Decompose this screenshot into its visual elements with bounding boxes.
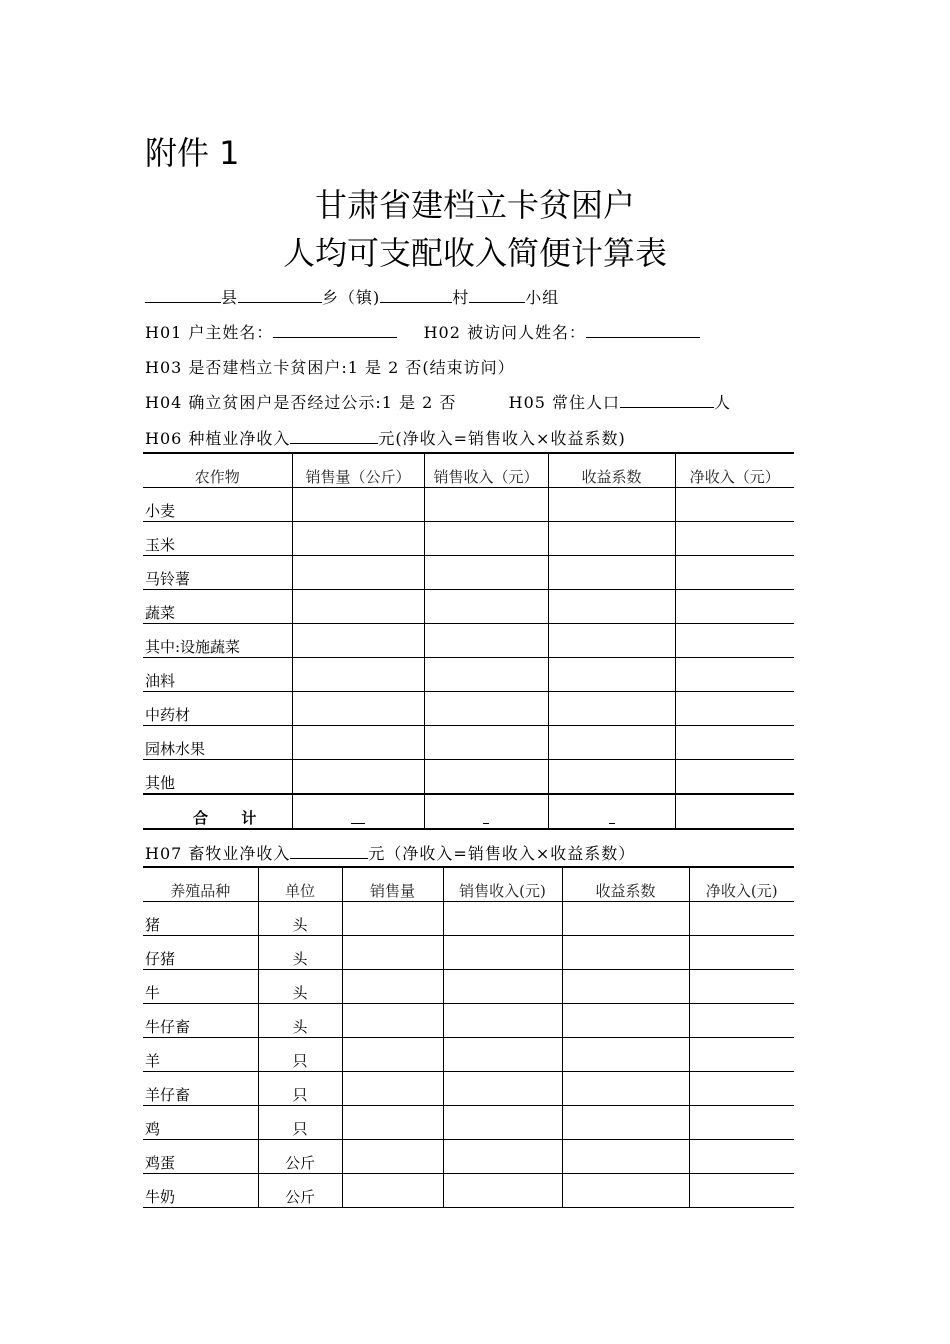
crop-name: 园林水果 <box>143 726 292 760</box>
livestock-row <box>143 1004 794 1038</box>
livestock-row <box>143 1038 794 1072</box>
crop-coefficient-cell[interactable] <box>548 522 675 556</box>
crop-coefficient-cell[interactable] <box>548 658 675 692</box>
crop-row <box>143 488 794 522</box>
crop-name: 马铃薯 <box>143 556 292 590</box>
h05-field[interactable] <box>620 393 714 408</box>
livestock-name: 鸡蛋 <box>143 1140 258 1174</box>
crop-net-cell[interactable] <box>675 624 794 658</box>
crop-coefficient-cell[interactable] <box>548 760 675 795</box>
livestock-quantity-cell[interactable] <box>342 1038 443 1072</box>
crop-header-revenue: 销售收入（元） <box>424 453 548 488</box>
livestock-coefficient-cell[interactable] <box>562 1072 689 1106</box>
crop-header-net: 净收入（元） <box>675 453 794 488</box>
livestock-row <box>143 902 794 936</box>
livestock-quantity-cell[interactable] <box>342 936 443 970</box>
livestock-net-cell[interactable] <box>689 1072 794 1106</box>
h02-label: H02 被访问人姓名： <box>423 323 586 342</box>
crop-total-row <box>143 794 794 829</box>
livestock-row <box>143 970 794 1004</box>
livestock-net-cell[interactable] <box>689 1106 794 1140</box>
livestock-coefficient-cell[interactable] <box>562 1038 689 1072</box>
attachment-label: 附件 1 <box>145 134 240 172</box>
livestock-name: 鸡 <box>143 1106 258 1140</box>
livestock-header-revenue: 销售收入(元) <box>443 867 562 902</box>
livestock-quantity-cell[interactable] <box>342 1174 443 1208</box>
livestock-unit: 头 <box>258 936 342 970</box>
crop-revenue-cell[interactable] <box>424 488 548 522</box>
livestock-revenue-cell[interactable] <box>443 1106 562 1140</box>
county-label: 县 <box>221 288 239 307</box>
township-label: 乡（镇) <box>322 288 381 307</box>
livestock-quantity-cell[interactable] <box>342 1004 443 1038</box>
livestock-unit: 只 <box>258 1106 342 1140</box>
crop-quantity-cell[interactable] <box>292 522 424 556</box>
h01-field[interactable] <box>273 323 397 338</box>
livestock-net-cell[interactable] <box>689 970 794 1004</box>
h05-label: H05 常住人口 <box>508 393 621 412</box>
livestock-table-header <box>143 867 794 902</box>
h03-question: H03 是否建档立卡贫困户:1 是 2 否(结束访问） <box>145 358 515 377</box>
livestock-unit: 头 <box>258 970 342 1004</box>
crop-revenue-cell[interactable] <box>424 590 548 624</box>
village-field[interactable] <box>380 288 452 303</box>
livestock-revenue-cell[interactable] <box>443 970 562 1004</box>
livestock-net-cell[interactable] <box>689 902 794 936</box>
livestock-net-cell[interactable] <box>689 1004 794 1038</box>
crop-revenue-cell[interactable] <box>424 760 548 795</box>
livestock-revenue-cell[interactable] <box>443 1038 562 1072</box>
crop-net-cell[interactable] <box>675 658 794 692</box>
crop-total-quantity[interactable] <box>292 794 424 829</box>
livestock-revenue-cell[interactable] <box>443 936 562 970</box>
livestock-header-breed: 养殖品种 <box>143 867 258 902</box>
crop-coefficient-cell[interactable] <box>548 590 675 624</box>
h06-label: H06 种植业净收入 <box>145 429 291 448</box>
crop-coefficient-cell[interactable] <box>548 726 675 760</box>
crop-revenue-cell[interactable] <box>424 692 548 726</box>
livestock-row <box>143 1106 794 1140</box>
crop-total-coefficient[interactable] <box>548 794 675 829</box>
livestock-unit: 头 <box>258 902 342 936</box>
crop-net-cell[interactable] <box>675 522 794 556</box>
h06-unit: 元(净收入=销售收入×收益系数) <box>378 429 626 448</box>
crop-quantity-cell[interactable] <box>292 692 424 726</box>
crop-quantity-cell[interactable] <box>292 726 424 760</box>
crop-total-label: 合 计 <box>143 794 292 829</box>
livestock-net-cell[interactable] <box>689 1038 794 1072</box>
h07-field[interactable] <box>290 844 368 859</box>
crop-total-net[interactable] <box>675 794 794 829</box>
crop-net-cell[interactable] <box>675 556 794 590</box>
crop-revenue-cell[interactable] <box>424 624 548 658</box>
livestock-quantity-cell[interactable] <box>342 970 443 1004</box>
crop-net-cell[interactable] <box>675 488 794 522</box>
crop-revenue-cell[interactable] <box>424 726 548 760</box>
livestock-unit: 只 <box>258 1072 342 1106</box>
crop-net-cell[interactable] <box>675 692 794 726</box>
livestock-header-quantity: 销售量 <box>342 867 443 902</box>
h01-label: H01 户主姓名： <box>145 323 274 342</box>
crop-name: 油料 <box>143 658 292 692</box>
livestock-row <box>143 936 794 970</box>
livestock-unit: 公斤 <box>258 1140 342 1174</box>
livestock-quantity-cell[interactable] <box>342 1072 443 1106</box>
livestock-name: 牛仔畜 <box>143 1004 258 1038</box>
crop-row <box>143 624 794 658</box>
livestock-row <box>143 1174 794 1208</box>
livestock-quantity-cell[interactable] <box>342 1106 443 1140</box>
location-line <box>145 285 559 308</box>
h06-field[interactable] <box>290 429 378 444</box>
crop-row <box>143 658 794 692</box>
livestock-coefficient-cell[interactable] <box>562 902 689 936</box>
crop-name: 其中:设施蔬菜 <box>143 624 292 658</box>
crop-table-header <box>143 453 794 488</box>
crop-quantity-cell[interactable] <box>292 488 424 522</box>
h01-h02-line <box>145 320 700 343</box>
livestock-coefficient-cell[interactable] <box>562 936 689 970</box>
crop-quantity-cell[interactable] <box>292 658 424 692</box>
livestock-revenue-cell[interactable] <box>443 1072 562 1106</box>
village-label: 村 <box>452 288 470 307</box>
township-field[interactable] <box>238 288 322 303</box>
livestock-coefficient-cell[interactable] <box>562 1174 689 1208</box>
crop-revenue-cell[interactable] <box>424 522 548 556</box>
h07-label: H07 畜牧业净收入 <box>145 844 291 863</box>
crop-name: 其他 <box>143 760 292 795</box>
livestock-name: 牛奶 <box>143 1174 258 1208</box>
livestock-coefficient-cell[interactable] <box>562 1140 689 1174</box>
crop-revenue-cell[interactable] <box>424 658 548 692</box>
crop-income-table <box>143 452 794 830</box>
crop-name: 小麦 <box>143 488 292 522</box>
livestock-unit: 头 <box>258 1004 342 1038</box>
crop-total-revenue[interactable] <box>424 794 548 829</box>
county-field[interactable] <box>145 288 221 303</box>
livestock-unit: 只 <box>258 1038 342 1072</box>
livestock-name: 猪 <box>143 902 258 936</box>
livestock-name: 牛 <box>143 970 258 1004</box>
livestock-name: 羊仔畜 <box>143 1072 258 1106</box>
livestock-net-cell[interactable] <box>689 1140 794 1174</box>
crop-coefficient-cell[interactable] <box>548 624 675 658</box>
h06-line <box>145 426 626 449</box>
livestock-header-unit: 单位 <box>258 867 342 902</box>
livestock-net-cell[interactable] <box>689 1174 794 1208</box>
crop-quantity-cell[interactable] <box>292 590 424 624</box>
crop-header-quantity: 销售量（公斤） <box>292 453 424 488</box>
h04-question: H04 确立贫困户是否经过公示:1 是 2 否 <box>145 393 457 412</box>
crop-revenue-cell[interactable] <box>424 556 548 590</box>
crop-coefficient-cell[interactable] <box>548 692 675 726</box>
livestock-coefficient-cell[interactable] <box>562 1106 689 1140</box>
crop-row <box>143 692 794 726</box>
h02-field[interactable] <box>586 323 700 338</box>
livestock-name: 羊 <box>143 1038 258 1072</box>
group-label: 小组 <box>525 288 560 307</box>
livestock-revenue-cell[interactable] <box>443 1174 562 1208</box>
livestock-quantity-cell[interactable] <box>342 902 443 936</box>
crop-row <box>143 726 794 760</box>
crop-row <box>143 590 794 624</box>
h05-unit: 人 <box>714 393 732 412</box>
crop-net-cell[interactable] <box>675 590 794 624</box>
crop-net-cell[interactable] <box>675 760 794 795</box>
crop-name: 中药材 <box>143 692 292 726</box>
h07-line <box>145 841 635 864</box>
crop-coefficient-cell[interactable] <box>548 488 675 522</box>
crop-name: 蔬菜 <box>143 590 292 624</box>
livestock-row <box>143 1072 794 1106</box>
livestock-name: 仔猪 <box>143 936 258 970</box>
crop-coefficient-cell[interactable] <box>548 556 675 590</box>
livestock-income-table <box>143 866 794 1208</box>
crop-quantity-cell[interactable] <box>292 556 424 590</box>
crop-header-coefficient: 收益系数 <box>548 453 675 488</box>
livestock-coefficient-cell[interactable] <box>562 970 689 1004</box>
h04-h05-line <box>145 390 731 413</box>
livestock-quantity-cell[interactable] <box>342 1140 443 1174</box>
livestock-header-net: 净收入(元) <box>689 867 794 902</box>
crop-row <box>143 556 794 590</box>
crop-quantity-cell[interactable] <box>292 760 424 795</box>
livestock-header-coefficient: 收益系数 <box>562 867 689 902</box>
livestock-row <box>143 1140 794 1174</box>
livestock-revenue-cell[interactable] <box>443 902 562 936</box>
crop-name: 玉米 <box>143 522 292 556</box>
crop-row <box>143 522 794 556</box>
group-field[interactable] <box>469 288 525 303</box>
livestock-coefficient-cell[interactable] <box>562 1004 689 1038</box>
crop-quantity-cell[interactable] <box>292 624 424 658</box>
livestock-unit: 公斤 <box>258 1174 342 1208</box>
h07-unit: 元（净收入=销售收入×收益系数） <box>368 844 636 863</box>
form-title-line1: 甘肃省建档立卡贫困户 <box>314 186 635 224</box>
livestock-revenue-cell[interactable] <box>443 1140 562 1174</box>
form-title-line2: 人均可支配收入简便计算表 <box>282 234 667 272</box>
livestock-revenue-cell[interactable] <box>443 1004 562 1038</box>
crop-net-cell[interactable] <box>675 726 794 760</box>
livestock-net-cell[interactable] <box>689 936 794 970</box>
crop-row <box>143 760 794 795</box>
crop-header-crop: 农作物 <box>143 453 292 488</box>
